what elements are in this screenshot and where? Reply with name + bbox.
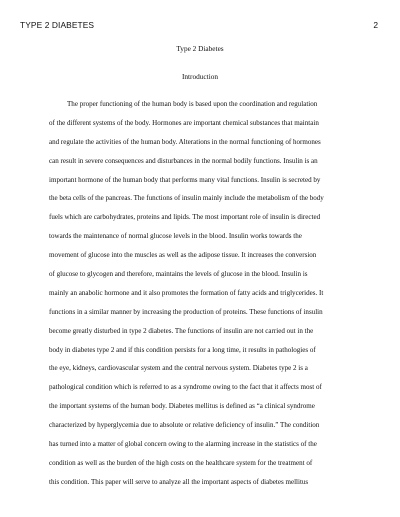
paragraph-line: and regulate the activities of the human body. Alterations in the normal functioning of hormones [49,137,321,146]
paragraph-line: functions in a similar manner by increasing the production of proteins. These functions of insulin [49,307,323,316]
paragraph-line: body in diabetes type 2 and if this condition persists for a long time, it results in pathologies of [49,345,316,354]
paragraph-line: of glucose to glycogen and therefore, maintains the levels of glucose in the blood. Insulin is [49,270,308,279]
paragraph-line: has turned into a matter of global concern owing to the alarming increase in the statistics of the [49,440,317,449]
section-heading: Introduction [181,72,219,81]
paragraph-line: mainly an anabolic hormone and it also promotes the formation of fatty acids and triglycerides. It [49,288,324,297]
paragraph-line: characterized by hyperglycemia due to absolute or relative deficiency of insulin.” The condition [49,421,320,430]
paragraph-line: movement of glucose into the muscles as well as the adipose tissue. It increases the conversion [49,251,317,260]
body-paragraph [49,100,369,497]
paragraph-line: important hormone of the human body that performs many vital functions. Insulin is secreted by [49,175,321,184]
running-head: TYPE 2 DIABETES [20,20,95,30]
paragraph-line: fuels which are carbohydrates, proteins and lipids. The most important role of insulin is directed [49,213,321,222]
paragraph-line: become greatly disturbed in type 2 diabetes. The functions of insulin are not carried out in the [49,326,314,335]
paragraph-line: the beta cells of the pancreas. The functions of insulin mainly include the metabolism of the body [49,194,324,203]
paragraph-line: the important systems of the human body. Diabetes mellitus is defined as “a clinical syndrome [49,402,315,411]
paragraph-line: condition as well as the burden of the high costs on the healthcare system for the treatment of [49,458,313,467]
document-title: Type 2 Diabetes [176,44,224,53]
paragraph-line: this condition. This paper will serve to analyze all the important aspects of diabetes mellitus [49,477,309,486]
paragraph-line: can result in severe consequences and disturbances in the normal bodily functions. Insulin is an [49,156,318,165]
page-number: 2 [373,20,378,30]
paragraph-line: the eye, kidneys, cardiovascular system and the central nervous system. Diabetes type 2 is a [49,364,308,373]
paragraph-line: The proper functioning of the human body is based upon the coordination and regulation [67,100,318,108]
paragraph-line: of the different systems of the body. Hormones are important chemical substances that maintain [49,118,319,127]
paragraph-line: pathological condition which is referred to as a syndrome owing to the fact that it affects most of [49,383,322,392]
paragraph-line: towards the maintenance of normal glucose levels in the blood. Insulin works towards the [49,232,302,241]
